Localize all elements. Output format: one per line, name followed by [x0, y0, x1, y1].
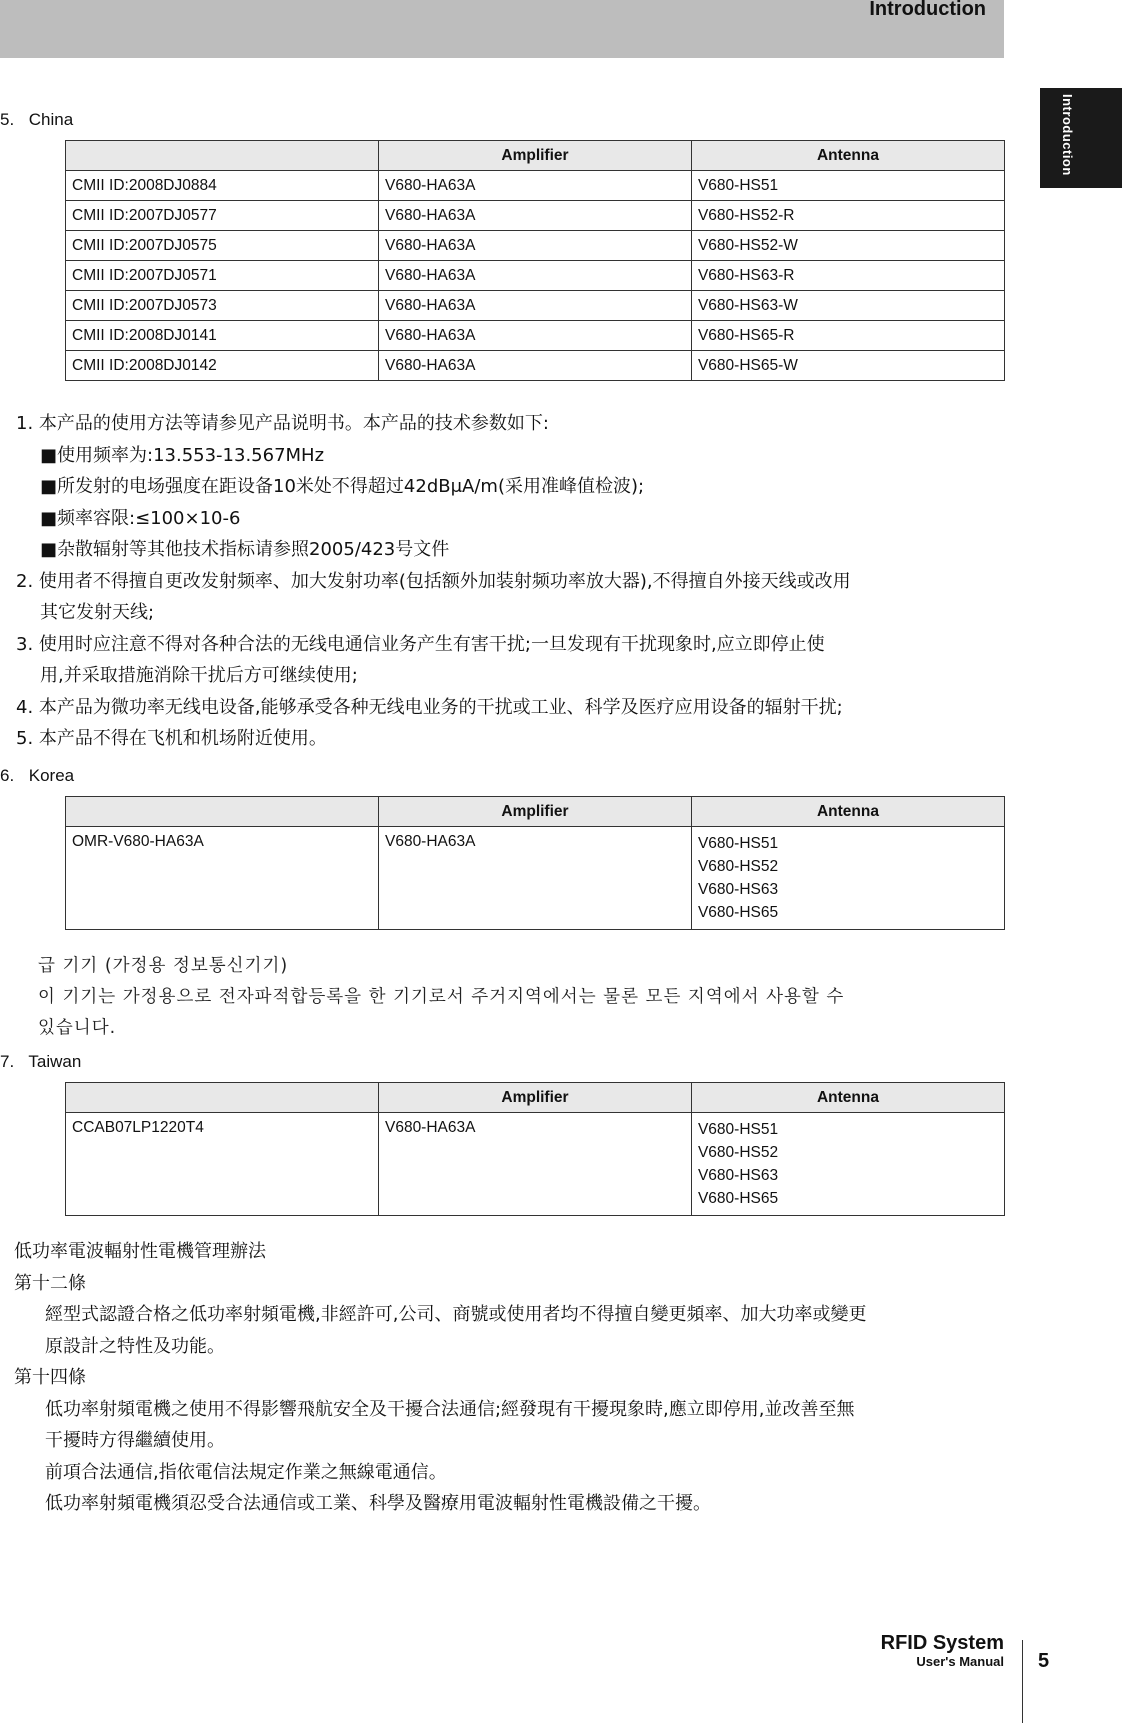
header-amplifier: Amplifier [378, 797, 691, 827]
note-line: ■杂散辐射等其他技术指标请参照2005/423号文件 [40, 539, 450, 560]
antenna-cell: V680-HS63-W [691, 291, 1004, 321]
antenna-line: V680-HS65 [697, 1190, 779, 1207]
note-line: 급 기기 (가정용 정보통신기기) [38, 956, 289, 976]
footer-product: RFID System [880, 1632, 1004, 1654]
antenna-cell: V680-HS63-R [691, 261, 1004, 291]
amplifier-cell: V680-HA63A [378, 291, 691, 321]
note-line: 低功率電波輻射性電機管理辦法 [14, 1241, 266, 1262]
amplifier-cell: V680-HA63A [378, 1113, 691, 1216]
note-line: 第十四條 [14, 1367, 86, 1388]
table-row [66, 1113, 1005, 1216]
antenna-cell: V680-HS65-W [691, 351, 1004, 381]
section-title-text: Korea [28, 766, 75, 785]
section-title-text: China [28, 110, 74, 129]
side-tab [1040, 88, 1122, 188]
footer-divider [1022, 1640, 1023, 1723]
amplifier-cell: V680-HA63A [378, 231, 691, 261]
note-line: 用,并采取措施消除干扰后方可继续使用; [40, 665, 358, 686]
section-number: 7. [0, 1052, 15, 1071]
side-tab-label: Introduction [1060, 94, 1075, 176]
section-title-china [0, 110, 73, 130]
header-amplifier: Amplifier [378, 141, 691, 171]
antenna-line: V680-HS63 [697, 881, 779, 898]
antenna-line: V680-HS52 [697, 1144, 779, 1161]
note-line: 3. 使用时应注意不得对各种合法的无线电通信业务产生有害干扰;一旦发现有干扰现象时,应立即停止使 [16, 633, 825, 655]
id-cell: CCAB07LP1220T4 [66, 1113, 379, 1216]
table-header-row [66, 1083, 1005, 1113]
header-antenna: Antenna [691, 141, 1004, 171]
china-notes [16, 408, 851, 755]
antenna-cell [691, 1113, 1004, 1216]
id-cell: CMII ID:2007DJ0575 [66, 231, 379, 261]
note-line: ■所发射的电场强度在距设备10米处不得超过42dBμA/m(采用准峰值检波); [40, 476, 645, 497]
table-row [66, 171, 1005, 201]
korea-table [65, 796, 1005, 930]
section-number: 5. [0, 110, 15, 129]
note-line: ■频率容限:≤100×10-6 [40, 507, 241, 529]
footer-brand [881, 1632, 1004, 1670]
header-bar [0, 0, 1004, 58]
section-title-taiwan [0, 1052, 81, 1072]
table-header-row [66, 797, 1005, 827]
taiwan-notes [14, 1236, 866, 1520]
section-number: 6. [0, 766, 15, 785]
note-line: 其它发射天线; [40, 602, 155, 623]
id-cell: CMII ID:2008DJ0141 [66, 321, 379, 351]
antenna-line: V680-HS51 [697, 1121, 779, 1138]
note-line: 4. 本产品为微功率无线电设备,能够承受各种无线电业务的干扰或工业、科学及医疗应用设备的辐射干扰; [16, 696, 843, 718]
antenna-cell: V680-HS52-W [691, 231, 1004, 261]
note-line: ■使用频率为:13.553-13.567MHz [40, 444, 325, 466]
note-line: 1. 本产品的使用方法等请参见产品说明书。本产品的技术参数如下: [16, 413, 549, 434]
header-blank [66, 141, 379, 171]
note-line: 2. 使用者不得擅自更改发射频率、加大发射功率(包括额外加装射频功率放大器),不得擅自外接天线或改用 [16, 570, 851, 592]
note-line: 5. 本产品不得在飞机和机场附近使用。 [16, 728, 327, 749]
note-line: 低功率射頻電機須忍受合法通信或工業、科學及醫療用電波輻射性電機設備之干擾。 [45, 1493, 711, 1514]
antenna-cell [691, 827, 1004, 930]
header-amplifier: Amplifier [378, 1083, 691, 1113]
antenna-cell: V680-HS52-R [691, 201, 1004, 231]
note-line: 이 기기는 가정용으로 전자파적합등록을 한 기기로서 주거지역에서는 물론 모든 지역에서 사용할 수 [38, 987, 845, 1007]
amplifier-cell: V680-HA63A [378, 321, 691, 351]
antenna-line: V680-HS65 [697, 904, 779, 921]
amplifier-cell: V680-HA63A [378, 351, 691, 381]
header-title: Introduction [869, 0, 986, 20]
table-header-row [66, 141, 1005, 171]
table-row [66, 827, 1005, 930]
table-row [66, 321, 1005, 351]
taiwan-table [65, 1082, 1005, 1216]
amplifier-cell: V680-HA63A [378, 171, 691, 201]
header-blank [66, 1083, 379, 1113]
table-row [66, 231, 1005, 261]
note-line: 第十二條 [14, 1272, 86, 1294]
footer-manual: User's Manual [916, 1654, 1004, 1669]
note-line: 있습니다. [38, 1018, 117, 1038]
header-blank [66, 797, 379, 827]
page-number: 5 [1038, 1650, 1050, 1672]
amplifier-cell: V680-HA63A [378, 827, 691, 930]
id-cell: CMII ID:2007DJ0571 [66, 261, 379, 291]
table-row [66, 291, 1005, 321]
antenna-line: V680-HS63 [697, 1167, 779, 1184]
table-row [66, 201, 1005, 231]
china-table [65, 140, 1005, 381]
id-cell: CMII ID:2007DJ0573 [66, 291, 379, 321]
antenna-cell: V680-HS65-R [691, 321, 1004, 351]
id-cell: OMR-V680-HA63A [66, 827, 379, 930]
note-line: 前項合法通信,指依電信法規定作業之無線電通信。 [45, 1461, 447, 1483]
antenna-line: V680-HS52 [697, 858, 779, 875]
amplifier-cell: V680-HA63A [378, 201, 691, 231]
id-cell: CMII ID:2007DJ0577 [66, 201, 379, 231]
header-antenna: Antenna [691, 1083, 1004, 1113]
antenna-cell: V680-HS51 [691, 171, 1004, 201]
id-cell: CMII ID:2008DJ0884 [66, 171, 379, 201]
table-row [66, 351, 1005, 381]
korea-notes [38, 951, 844, 1044]
section-title-text: Taiwan [28, 1052, 82, 1071]
amplifier-cell: V680-HA63A [378, 261, 691, 291]
section-title-korea [0, 766, 74, 786]
header-antenna: Antenna [691, 797, 1004, 827]
antenna-line: V680-HS51 [697, 835, 779, 852]
id-cell: CMII ID:2008DJ0142 [66, 351, 379, 381]
note-line: 經型式認證合格之低功率射頻電機,非經許可,公司、商號或使用者均不得擅自變更頻率、加大功率或變更 [45, 1304, 867, 1325]
note-line: 低功率射頻電機之使用不得影響飛航安全及干擾合法通信;經發現有干擾現象時,應立即停用,並改善至無 [45, 1398, 855, 1420]
table-row [66, 261, 1005, 291]
note-line: 原設計之特性及功能。 [45, 1335, 225, 1357]
note-line: 干擾時方得繼續使用。 [45, 1430, 225, 1451]
